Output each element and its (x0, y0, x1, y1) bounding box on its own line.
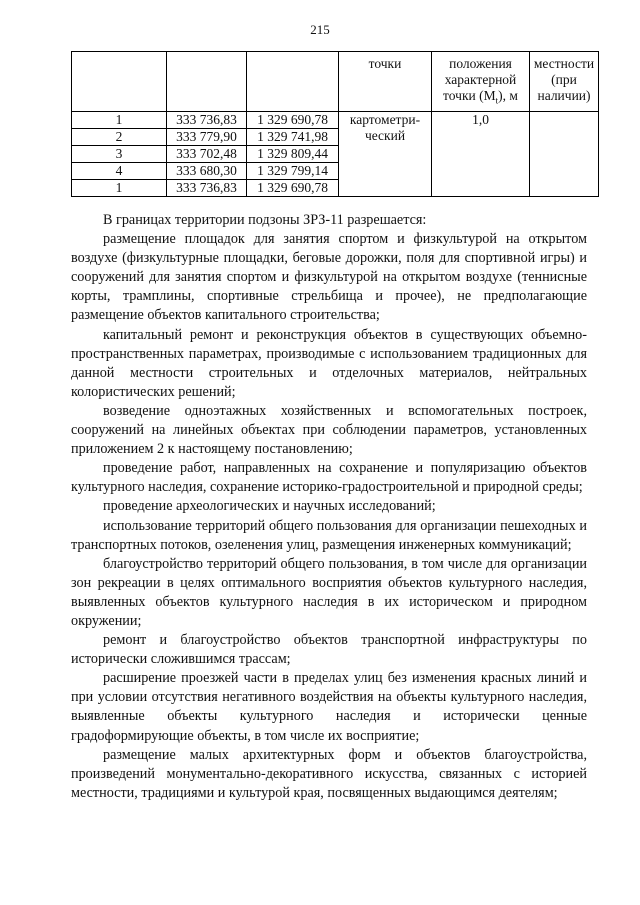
list-item: проведение работ, направленных на сохранение и популяризацию объектов культурного наследия, сохранение историко-градостроительной и природной среды; (71, 460, 587, 496)
header-cell-empty (167, 52, 247, 112)
precision-cell: 1,0 (432, 112, 530, 197)
header-cell-empty (72, 52, 167, 112)
description-cell (530, 112, 599, 197)
table-header-row (72, 52, 599, 112)
header-precision-tail: ), м (498, 88, 518, 103)
header-cell-empty (247, 52, 339, 112)
body-text (71, 211, 587, 803)
header-cell-description: местности (при наличии) (530, 52, 599, 112)
intro-paragraph: В границах территории подзоны ЗРЗ-11 разрешается: (103, 212, 427, 228)
coordinates-table (71, 51, 599, 197)
header-precision-text: положения характерной точки (M (443, 56, 517, 103)
list-item: возведение одноэтажных хозяйственных и вспомогательных построек, сооружений на линейных объектах при соблюдении параметров, установленных приложением 2 к настоящему постановлению; (71, 402, 587, 458)
list-item: проведение археологических и научных исследований; (103, 498, 436, 515)
list-item: размещение малых архитектурных форм и объектов благоустройства, произведений монументально-декоративного искусства, связанных с историей местности, традициями и культурой края, посвященных выдающимся деятелям; (71, 746, 587, 801)
header-cell-method: точки (339, 52, 432, 112)
coordinate-y: 1 329 690,78 (247, 180, 339, 197)
point-number: 1 (72, 180, 167, 197)
header-cell-precision (432, 52, 530, 112)
method-cell: картометри-ческий (339, 112, 432, 197)
list-item: капитальный ремонт и реконструкция объектов в существующих объемно-пространственных параметрах, производимые с использованием традиционных для данной местности строительных и отделочных материалов, нейтральных колористических решений; (71, 326, 587, 400)
point-number: 1 (72, 112, 167, 129)
page-number: 215 (310, 22, 330, 37)
list-item: ремонт и благоустройство объектов транспортной инфраструктуры по исторически сложившимся трассам; (71, 632, 587, 668)
point-number: 2 (72, 129, 167, 146)
table-row (72, 112, 599, 129)
list-item: размещение площадок для занятия спортом и физкультурой на открытом воздухе (физкультурные площадки, беговые дорожки, поля для спортивной игры) и сооружений для занятия спортом и физкультурой на открытом воздухе (теннисные корты, трамплины, спортивные стрельбища и прочее), не предполагающие размещение объектов капитального строительства; (71, 231, 587, 324)
coordinate-x: 333 680,30 (167, 163, 247, 180)
coordinate-x: 333 736,83 (167, 180, 247, 197)
coordinate-x: 333 779,90 (167, 129, 247, 146)
coordinate-x: 333 702,48 (167, 146, 247, 163)
header-precision-sub: t (495, 95, 499, 106)
coordinate-y: 1 329 741,98 (247, 129, 339, 146)
list-item: расширение проезжей части в пределах улиц без изменения красных линий и при условии отсутствия негативного воздействия на объекты культурного наследия, выявленные объекты культурного наследия и исторически ценные градоформирующие объекты, в том числе их восприятие; (71, 670, 587, 744)
list-item: благоустройство территорий общего пользования, в том числе для организации зон рекреации в целях оптимального восприятия объектов культурного наследия, выявленных объектов культурного наследия в их историческом и природном окружении; (71, 555, 587, 629)
list-item: использование территорий общего пользования для организации пешеходных и транспортных потоков, озеленения улиц, размещения инженерных коммуникаций; (71, 517, 587, 553)
coordinate-y: 1 329 809,44 (247, 146, 339, 163)
point-number: 4 (72, 163, 167, 180)
coordinate-x: 333 736,83 (167, 112, 247, 129)
coordinate-y: 1 329 690,78 (247, 112, 339, 129)
coordinate-y: 1 329 799,14 (247, 163, 339, 180)
point-number: 3 (72, 146, 167, 163)
